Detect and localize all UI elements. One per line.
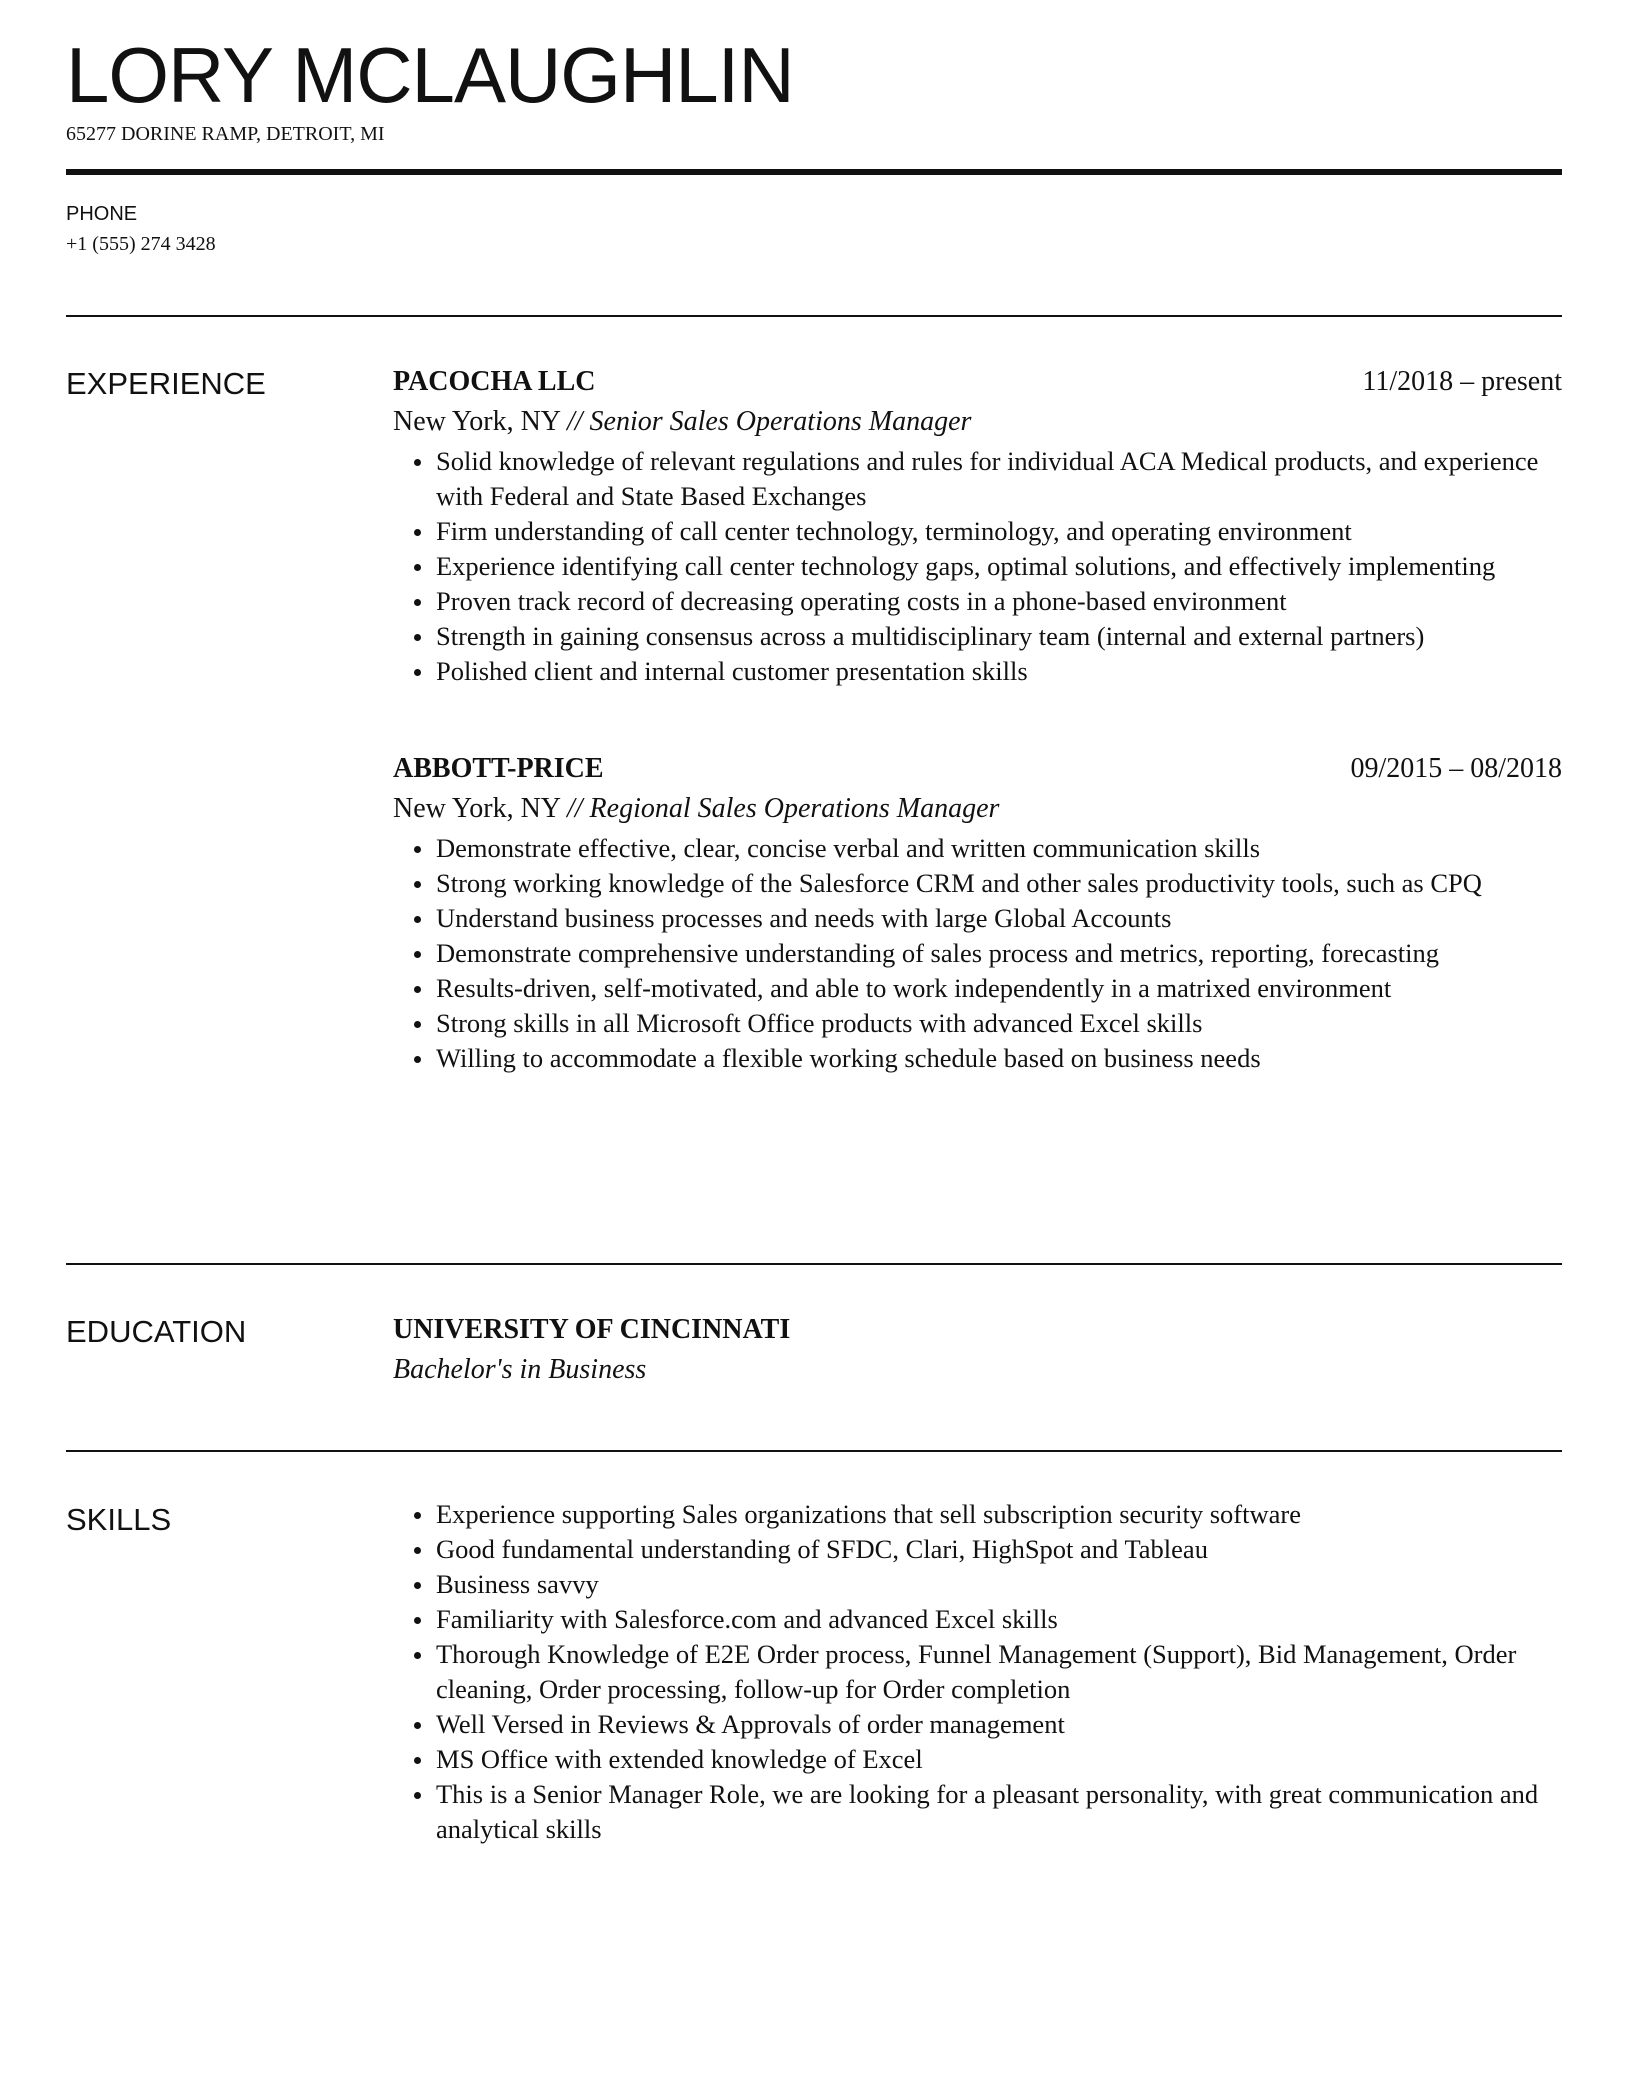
education-heading: EDUCATION (66, 1314, 247, 1349)
job-bullet: Proven track record of decreasing operating costs in a phone-based environment (393, 584, 1562, 619)
job-header (393, 362, 1562, 402)
section-divider (66, 315, 1562, 317)
skill-item: Thorough Knowledge of E2E Order process, Funnel Management (Support), Bid Management, Order cleaning, Order processing, follow-up for Order completion (393, 1637, 1562, 1707)
company-name: ABBOTT-PRICE (393, 753, 604, 784)
job-bullets (393, 831, 1562, 1076)
job-dates: 11/2018 – present (1362, 366, 1562, 397)
experience-heading: EXPERIENCE (66, 366, 266, 401)
job-location: New York, NY (393, 406, 560, 437)
job-entry (393, 362, 1562, 689)
job-bullet: Strong working knowledge of the Salesforce CRM and other sales productivity tools, such as CPQ (393, 866, 1562, 901)
skill-item: Familiarity with Salesforce.com and advanced Excel skills (393, 1602, 1562, 1637)
job-separator: // (566, 406, 583, 437)
job-location: New York, NY (393, 793, 560, 824)
skill-item: Business savvy (393, 1567, 1562, 1602)
job-bullet: Firm understanding of call center technology, terminology, and operating environment (393, 514, 1562, 549)
job-bullet: Strong skills in all Microsoft Office products with advanced Excel skills (393, 1006, 1562, 1041)
job-subline (393, 789, 1562, 829)
job-subline (393, 402, 1562, 442)
job-bullets (393, 444, 1562, 689)
job-bullet: Solid knowledge of relevant regulations and rules for individual ACA Medical products, and experience with Federal and State Based Exchanges (393, 444, 1562, 514)
skills-list (393, 1497, 1562, 1847)
job-bullet: Willing to accommodate a flexible working schedule based on business needs (393, 1041, 1562, 1076)
job-bullet: Strength in gaining consensus across a multidisciplinary team (internal and external partners) (393, 619, 1562, 654)
phone-number: +1 (555) 274 3428 (66, 233, 216, 255)
skill-item: Experience supporting Sales organizations that sell subscription security software (393, 1497, 1562, 1532)
header-divider (66, 169, 1562, 175)
company-name: PACOCHA LLC (393, 366, 596, 397)
job-bullet: Demonstrate effective, clear, concise verbal and written communication skills (393, 831, 1562, 866)
candidate-name: LORY MCLAUGHLIN (66, 31, 794, 119)
job-title: Senior Sales Operations Manager (589, 406, 972, 437)
job-entry (393, 749, 1562, 1076)
education-section (393, 1310, 1562, 1390)
skills-section (393, 1497, 1562, 1847)
skill-item: Well Versed in Reviews & Approvals of order management (393, 1707, 1562, 1742)
job-separator: // (566, 793, 583, 824)
job-dates: 09/2015 – 08/2018 (1350, 753, 1562, 784)
candidate-address: 65277 DORINE RAMP, DETROIT, MI (66, 123, 385, 145)
phone-label: PHONE (66, 203, 138, 225)
school-name: UNIVERSITY OF CINCINNATI (393, 1314, 791, 1345)
job-bullet: Experience identifying call center technology gaps, optimal solutions, and effectively implementing (393, 549, 1562, 584)
job-title: Regional Sales Operations Manager (589, 793, 1000, 824)
section-divider (66, 1450, 1562, 1452)
skills-heading: SKILLS (66, 1502, 172, 1537)
job-bullet: Results-driven, self-motivated, and able to work independently in a matrixed environment (393, 971, 1562, 1006)
experience-section (393, 362, 1562, 1076)
job-bullet: Demonstrate comprehensive understanding of sales process and metrics, reporting, forecasting (393, 936, 1562, 971)
degree: Bachelor's in Business (393, 1354, 647, 1385)
skill-item: Good fundamental understanding of SFDC, Clari, HighSpot and Tableau (393, 1532, 1562, 1567)
skill-item: MS Office with extended knowledge of Excel (393, 1742, 1562, 1777)
job-header (393, 749, 1562, 789)
job-bullet: Understand business processes and needs with large Global Accounts (393, 901, 1562, 936)
job-bullet: Polished client and internal customer presentation skills (393, 654, 1562, 689)
section-divider (66, 1263, 1562, 1265)
skill-item: This is a Senior Manager Role, we are looking for a pleasant personality, with great communication and analytical skills (393, 1777, 1562, 1847)
